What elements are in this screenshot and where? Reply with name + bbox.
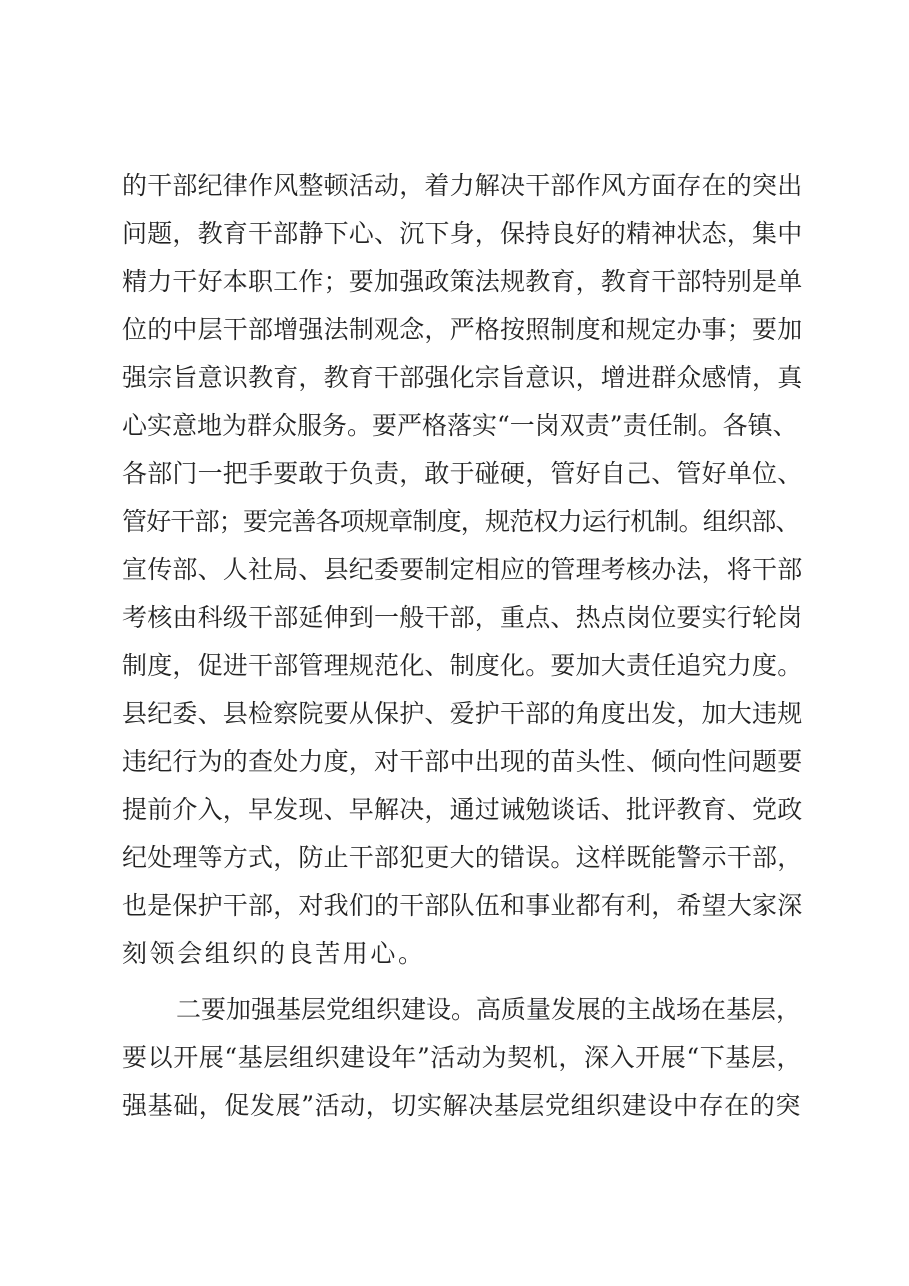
document-body <box>122 162 802 1130</box>
text-line: 要以开展“基层组织建设年”活动为契机，深入开展“下基层， <box>122 1043 803 1072</box>
text-line: 提前介入，早发现、早解决，通过诫勉谈话、批评教育、党政 <box>122 795 803 824</box>
text-line: 纪处理等方式，防止干部犯更大的错误。这样既能警示干部， <box>122 843 803 872</box>
text-line: 心实意地为群众服务。要严格落实“一岗双责”责任制。各镇、 <box>122 411 798 440</box>
text-line: 刻领会组织的良苦用心。 <box>122 939 426 968</box>
paragraph-2 <box>122 986 802 1130</box>
text-line: 县纪委、县检察院要从保护、爱护干部的角度出发，加大违规 <box>122 699 803 728</box>
text-line: 强基础，促发展”活动，切实解决基层党组织建设中存在的突 <box>122 1091 801 1120</box>
text-line: 制度，促进干部管理规范化、制度化。要加大责任追究力度。 <box>122 651 803 680</box>
text-line: 宣传部、人社局、县纪委要制定相应的管理考核办法，将干部 <box>122 555 803 584</box>
text-line: 的干部纪律作风整顿活动，着力解决干部作风方面存在的突出 <box>122 171 803 200</box>
paragraph-gap <box>122 978 802 986</box>
paragraph-1 <box>122 162 802 978</box>
text-line: 管好干部；要完善各项规章制度，规范权力运行机制。组织部、 <box>122 507 800 536</box>
text-line: 二要加强基层党组织建设。高质量发展的主战场在基层， <box>176 995 802 1024</box>
text-line: 考核由科级干部延伸到一般干部，重点、热点岗位要实行轮岗 <box>122 603 803 632</box>
text-line: 各部门一把手要敢于负责，敢于碰硬，管好自己、管好单位、 <box>122 459 803 488</box>
text-line: 问题，教育干部静下心、沉下身，保持良好的精神状态，集中 <box>122 219 803 248</box>
text-line: 也是保护干部，对我们的干部队伍和事业都有利，希望大家深 <box>122 891 803 920</box>
text-line: 强宗旨意识教育，教育干部强化宗旨意识，增进群众感情，真 <box>122 363 803 392</box>
text-line: 违纪行为的查处力度，对干部中出现的苗头性、倾向性问题要 <box>122 747 803 776</box>
text-line: 位的中层干部增强法制观念，严格按照制度和规定办事；要加 <box>122 315 803 344</box>
text-line: 精力干好本职工作；要加强政策法规教育，教育干部特别是单 <box>122 267 803 296</box>
